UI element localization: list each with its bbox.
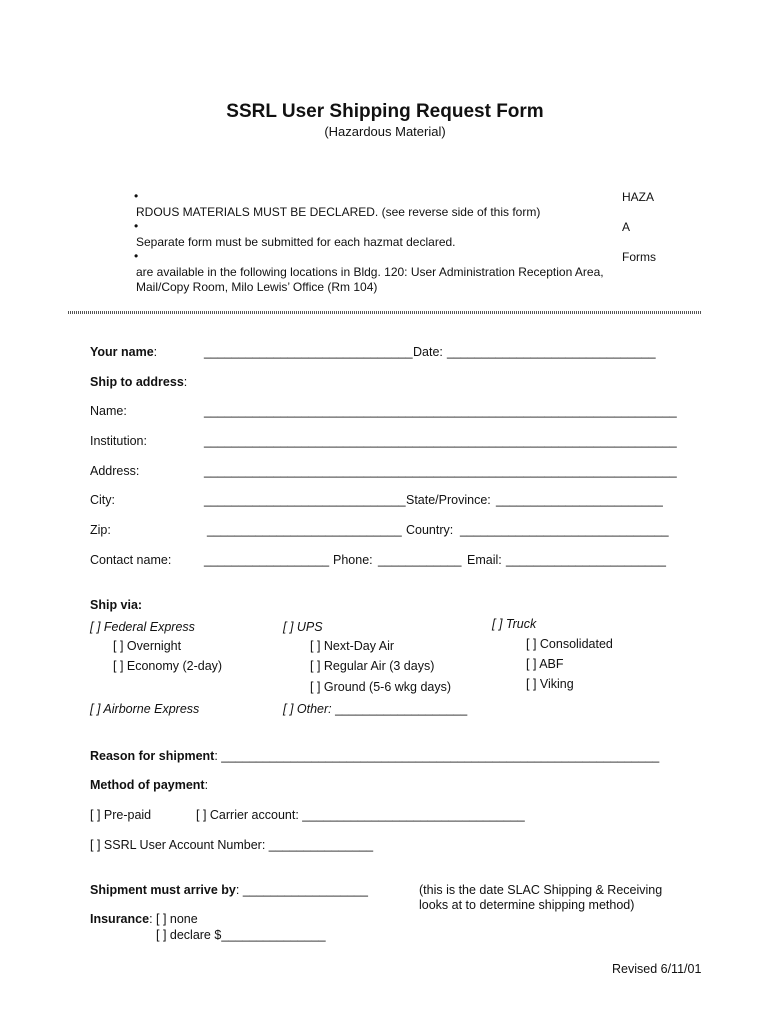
- email-label: Email:: [467, 553, 502, 567]
- bullet-3-text2: Mail/Copy Room, Milo Lewis’ Office (Rm 104): [136, 280, 378, 294]
- bullet-1-dot: •: [134, 189, 139, 203]
- truck-option[interactable]: [ ] Truck: [492, 617, 537, 631]
- carrier-account-option[interactable]: [ ] Carrier account: ________________________________: [196, 808, 525, 822]
- city-label: City:: [90, 493, 115, 507]
- contact-name-field[interactable]: __________________: [204, 553, 330, 567]
- airborne-express-option[interactable]: [ ] Airborne Express: [90, 702, 200, 716]
- institution-field[interactable]: ____________________________________________________________________: [204, 434, 677, 448]
- ups-option[interactable]: [ ] UPS: [283, 620, 323, 634]
- phone-field[interactable]: ____________: [378, 553, 462, 567]
- arrive-note-line-1: (this is the date SLAC Shipping & Receiving: [419, 883, 663, 897]
- zip-field[interactable]: ____________________________: [207, 523, 402, 537]
- date-label: Date:: [413, 345, 443, 359]
- bullet-3-text: are available in the following locations in Bldg. 120: User Administration Reception Area,: [136, 265, 604, 279]
- your-name-label: Your name:: [90, 345, 158, 359]
- page-title: SSRL User Shipping Request Form: [226, 101, 544, 122]
- prepaid-option[interactable]: [ ] Pre-paid: [90, 808, 152, 822]
- bullet-2-text: Separate form must be submitted for each hazmat declared.: [136, 235, 456, 249]
- ups-ground-option[interactable]: [ ] Ground (5-6 wkg days): [310, 680, 452, 694]
- truck-abf-option[interactable]: [ ] ABF: [526, 657, 564, 671]
- email-field[interactable]: _______________________: [506, 553, 666, 567]
- bullet-3-tail: Forms: [622, 250, 656, 264]
- state-label: State/Province:: [406, 493, 491, 507]
- contact-name-label: Contact name:: [90, 553, 172, 567]
- ship-to-label: Ship to address:: [90, 375, 188, 389]
- insurance-declare-option[interactable]: [ ] declare $_______________: [156, 928, 326, 942]
- arrive-by-field[interactable]: Shipment must arrive by: __________________: [90, 883, 368, 897]
- insurance-none-option[interactable]: Insurance: [ ] none: [90, 912, 198, 926]
- state-field[interactable]: ________________________: [496, 493, 663, 507]
- name-label: Name:: [90, 404, 127, 418]
- bullet-2-dot: •: [134, 219, 139, 233]
- revised-date: Revised 6/11/01: [612, 962, 702, 976]
- bullet-2-tail: A: [622, 220, 631, 234]
- ssrl-account-option[interactable]: [ ] SSRL User Account Number: _______________: [90, 838, 374, 852]
- page-subtitle: (Hazardous Material): [324, 124, 446, 139]
- address-label: Address:: [90, 464, 140, 478]
- truck-viking-option[interactable]: [ ] Viking: [526, 677, 574, 691]
- zip-label: Zip:: [90, 523, 111, 537]
- date-field[interactable]: ______________________________: [447, 345, 656, 359]
- city-field[interactable]: _____________________________: [204, 493, 406, 507]
- bullet-3-dot: •: [134, 249, 139, 263]
- bullet-1-tail: HAZA: [622, 190, 655, 204]
- country-label: Country:: [406, 523, 454, 537]
- federal-express-option[interactable]: [ ] Federal Express: [90, 620, 195, 634]
- section-divider: [68, 311, 702, 314]
- fedex-economy-option[interactable]: [ ] Economy (2-day): [113, 659, 223, 673]
- bullet-1-text: RDOUS MATERIALS MUST BE DECLARED. (see reverse side of this form): [136, 205, 541, 219]
- ship-via-label: Ship via:: [90, 598, 143, 612]
- your-name-field[interactable]: ______________________________: [204, 345, 413, 359]
- address-field[interactable]: ____________________________________________________________________: [204, 464, 677, 478]
- institution-label: Institution:: [90, 434, 147, 448]
- country-field[interactable]: ______________________________: [460, 523, 669, 537]
- payment-method-label: Method of payment:: [90, 778, 209, 792]
- arrive-note-line-2: looks at to determine shipping method): [419, 898, 635, 912]
- reason-for-shipment[interactable]: Reason for shipment: _______________________________________________________________: [90, 749, 660, 763]
- name-field[interactable]: ____________________________________________________________________: [204, 404, 677, 418]
- phone-label: Phone:: [333, 553, 373, 567]
- ups-next-day-option[interactable]: [ ] Next-Day Air: [310, 639, 395, 653]
- truck-consolidated-option[interactable]: [ ] Consolidated: [526, 637, 613, 651]
- ups-regular-option[interactable]: [ ] Regular Air (3 days): [310, 659, 435, 673]
- fedex-overnight-option[interactable]: [ ] Overnight: [113, 639, 182, 653]
- other-option[interactable]: [ ] Other: ___________________: [283, 702, 468, 716]
